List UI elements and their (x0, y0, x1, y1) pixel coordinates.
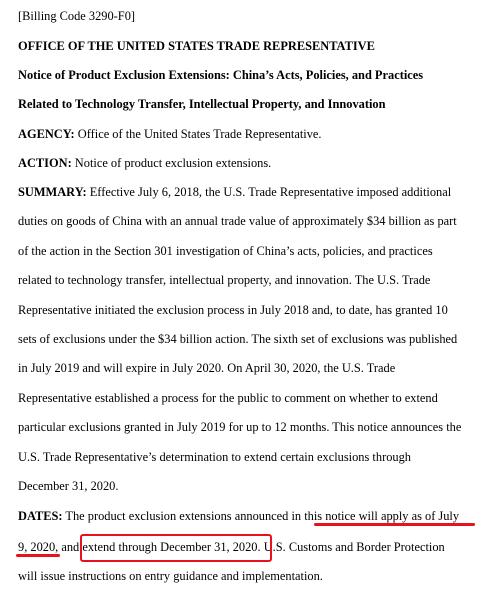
summary-line-7: in July 2019 and will expire in July 2020. On April 30, 2020, the U.S. Trade (18, 361, 396, 375)
summary-line-10: U.S. Trade Representative’s determination to extend certain exclusions through (18, 450, 411, 464)
summary-line-1 (18, 185, 451, 199)
dates-text-1: The product exclusion extensions announced in this notice will apply as of July (62, 509, 460, 523)
summary-line-3: of the action in the Section 301 investigation of China’s acts, policies, and practices (18, 244, 433, 258)
highlight-underline-apply-date (314, 523, 475, 526)
summary-line-6: sets of exclusions under the $34 billion action. The sixth set of exclusions was published (18, 332, 458, 346)
office-heading: OFFICE OF THE UNITED STATES TRADE REPRESENTATIVE (18, 39, 375, 53)
agency-label: AGENCY: (18, 127, 75, 141)
summary-line-8: Representative established a process for the public to comment on whether to extend (18, 391, 438, 405)
summary-line-4: related to technology transfer, intellectual property, and innovation. The U.S. Trade (18, 273, 431, 287)
summary-text-1: Effective July 6, 2018, the U.S. Trade Representative imposed additional (86, 185, 452, 199)
notice-title-line-1: Notice of Product Exclusion Extensions: China’s Acts, Policies, and Practices (18, 68, 424, 82)
agency-line (18, 127, 322, 141)
action-text: Notice of product exclusion extensions. (71, 156, 272, 170)
agency-text: Office of the United States Trade Representative. (74, 127, 322, 141)
action-label: ACTION: (18, 156, 72, 170)
summary-line-11: December 31, 2020. (18, 479, 119, 493)
highlight-box-extend-date (80, 534, 272, 562)
dates-line-1 (18, 509, 459, 523)
dates-line-2: 9, 2020, and extend through December 31, 2020. U.S. Customs and Border Protection (18, 540, 445, 554)
dates-line-3: will issue instructions on entry guidance and implementation. (18, 569, 323, 583)
action-line (18, 156, 271, 170)
highlight-underline-apply-date-cont (16, 554, 60, 557)
billing-code: [Billing Code 3290-F0] (18, 9, 136, 23)
summary-line-9: particular exclusions granted in July 2019 for up to 12 months. This notice announces the (18, 420, 462, 434)
dates-label: DATES: (18, 509, 63, 523)
summary-label: SUMMARY: (18, 185, 87, 199)
summary-line-2: duties on goods of China with an annual trade value of approximately $34 billion as part (18, 214, 457, 228)
summary-line-5: Representative initiated the exclusion process in July 2018 and, to date, has granted 10 (18, 303, 448, 317)
notice-title-line-2: Related to Technology Transfer, Intellectual Property, and Innovation (18, 97, 386, 111)
